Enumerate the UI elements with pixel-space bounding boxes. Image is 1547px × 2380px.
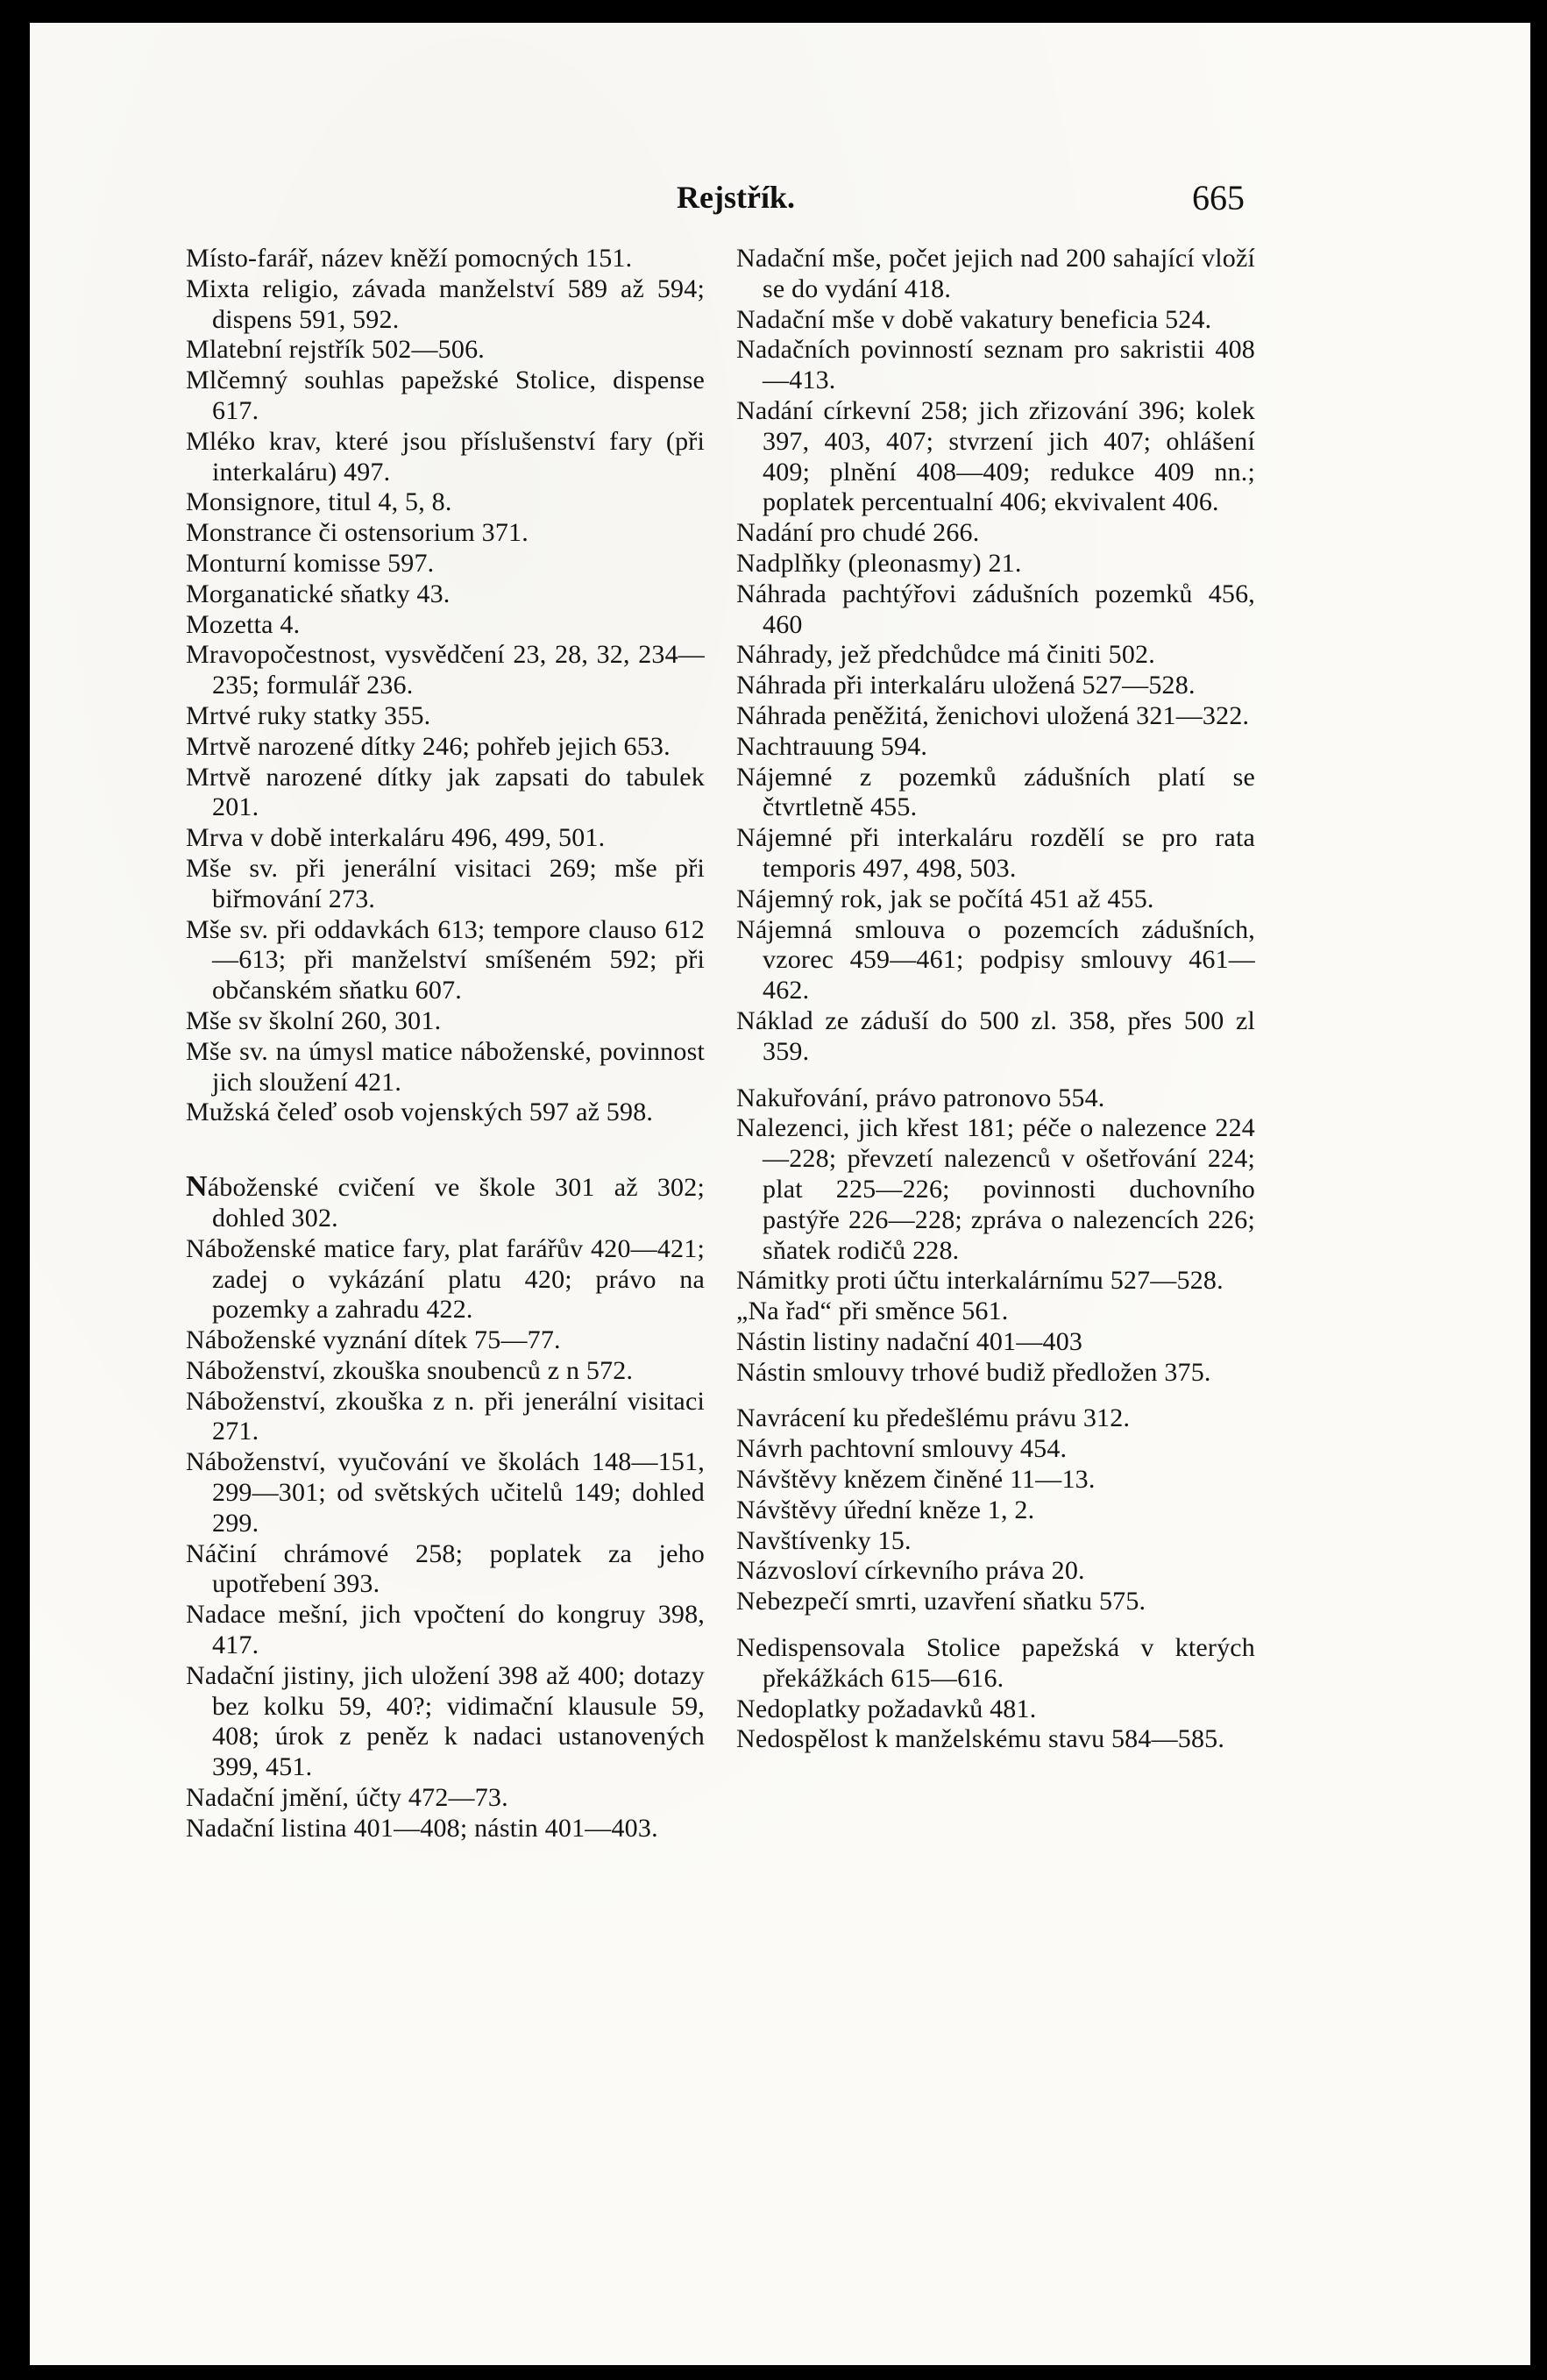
index-entry: Názvosloví církevního práva 20. bbox=[736, 1556, 1085, 1586]
index-column-right bbox=[736, 244, 1255, 1755]
block-gap bbox=[736, 1617, 1255, 1633]
running-title: Rejstřík. bbox=[677, 180, 795, 215]
index-entry: Nadační mše v době vakatury beneficia 524. bbox=[736, 304, 1212, 334]
block-gap bbox=[736, 1068, 1255, 1083]
index-entry: Nachtrauung 594. bbox=[736, 731, 928, 761]
index-entry: Nadání pro chudé 266. bbox=[736, 518, 980, 548]
index-entry bbox=[186, 1172, 705, 1234]
index-entry: Náhrada pachtýřovi zádušních pozemků 456, 460 bbox=[736, 579, 1255, 639]
index-entry: Návštěvy úřední kněze 1, 2. bbox=[736, 1495, 1035, 1524]
index-entry: Náhrady, jež předchůdce má činiti 502. bbox=[736, 640, 1155, 670]
index-group-n-part1 bbox=[736, 244, 1255, 1068]
index-entry: Místo-farář, název kněží pomocných 151. bbox=[186, 244, 633, 273]
index-entry-text: áboženské cvičení ve škole 301 až 302; dohled 302. bbox=[207, 1173, 705, 1233]
index-entry: Nedospělost k manželskému stavu 584—585. bbox=[736, 1724, 1225, 1754]
section-initial-n: N bbox=[186, 1170, 208, 1204]
index-entry: Náčiní chrámové 258; poplatek za jeho upotřebení 393. bbox=[186, 1538, 705, 1599]
index-entry: Nástin listiny nadační 401—403 bbox=[736, 1326, 1083, 1356]
index-entry: Náhrada při interkaláru uložená 527—528. bbox=[736, 671, 1196, 700]
index-column-left bbox=[186, 244, 705, 1844]
index-group-m bbox=[186, 244, 705, 1128]
index-entry: Nalezenci, jich křest 181; péče o nalezence 224—228; převzetí nalezenců v ošetřování 224; plat 225—226; povinnosti duchovního pastýře 226—228; zpráva o nalezencích 226; sňatek rodičů 228. bbox=[736, 1113, 1255, 1265]
index-entry: Mlčemný souhlas papežské Stolice, dispense 617. bbox=[186, 366, 705, 425]
index-entry: Náklad ze záduší do 500 zl. 358, přes 500 zl 359. bbox=[736, 1005, 1255, 1066]
block-gap bbox=[736, 1388, 1255, 1403]
index-entry: Monsignore, titul 4, 5, 8. bbox=[186, 487, 452, 517]
index-entry: Nakuřování, právo patronovo 554. bbox=[736, 1083, 1105, 1112]
index-entry: Nadačních povinností seznam pro sakristii 408—413. bbox=[736, 335, 1255, 395]
index-entry: Mše sv. na úmysl matice náboženské, povinnost jich sloužení 421. bbox=[186, 1036, 705, 1097]
index-entry: Návrh pachtovní smlouvy 454. bbox=[736, 1434, 1068, 1464]
index-entry: Nájemná smlouva o pozemcích zádušních, vzorec 459—461; podpisy smlouvy 461—462. bbox=[736, 914, 1255, 1005]
index-entry: Mlatební rejstřík 502—506. bbox=[186, 335, 485, 365]
index-entry: Náboženství, zkouška z n. při jenerální visitaci 271. bbox=[186, 1386, 705, 1446]
index-entry: Nájemný rok, jak se počítá 451 až 455. bbox=[736, 884, 1154, 913]
book-page bbox=[30, 23, 1530, 2365]
index-entry: Mše sv. při jenerální visitaci 269; mše při biřmování 273. bbox=[186, 853, 705, 913]
index-entry: Mrtvé ruky statky 355. bbox=[186, 700, 431, 730]
index-entry: Námitky proti účtu interkalárnímu 527—528. bbox=[736, 1266, 1224, 1296]
index-entry: Nadání církevní 258; jich zřizování 396; kolek 397, 403, 407; stvrzení jich 407; ohlášení 409; plnění 408—409; redukce 409 nn.; poplatek percentualní 406; ekvivalent 406. bbox=[736, 395, 1255, 517]
index-entry: Návštěvy knězem činěné 11—13. bbox=[736, 1465, 1096, 1495]
index-entry: Náboženské matice fary, plat farářův 420—421; zadej o vykázání platu 420; právo na pozemky a zahradu 422. bbox=[186, 1233, 705, 1325]
index-entry: Mrva v době interkaláru 496, 499, 501. bbox=[186, 823, 606, 853]
index-entry: Nadplňky (pleonasmy) 21. bbox=[736, 548, 1022, 578]
index-entry: Nájemné při interkaláru rozdělí se pro rata temporis 497, 498, 503. bbox=[736, 823, 1255, 883]
index-entry: Mozetta 4. bbox=[186, 609, 301, 639]
index-entry: „Na řad“ při směnce 561. bbox=[736, 1297, 1009, 1326]
index-entry: Mrtvě narozené dítky jak zapsati do tabulek 201. bbox=[186, 762, 705, 822]
index-entry: Mixta religio, závada manželství 589 až 594; dispens 591, 592. bbox=[186, 274, 705, 334]
index-entry: Nástin smlouvy trhové budiž předložen 375. bbox=[736, 1357, 1211, 1387]
index-entry: Nadační jmění, účty 472—73. bbox=[186, 1783, 508, 1813]
index-entry: Nadační jistiny, jich uložení 398 až 400; dotazy bez kolku 59, 40?; vidimační klausule 59, 408; úrok z peněz k nadaci ustanovených 399, 451. bbox=[186, 1660, 705, 1782]
index-entry: Mrtvě narozené dítky 246; pohřeb jejich 653. bbox=[186, 731, 671, 761]
index-entry: Nebezpečí smrti, uzavření sňatku 575. bbox=[736, 1587, 1146, 1616]
page-header bbox=[30, 179, 1530, 219]
index-entry: Náboženství, zkouška snoubenců z n 572. bbox=[186, 1355, 634, 1385]
index-entry: Nedispensovala Stolice papežská v kterých překážkách 615—616. bbox=[736, 1633, 1255, 1693]
index-group-n-part3 bbox=[736, 1403, 1255, 1617]
index-entry: Mravopočestnost, vysvědčení 23, 28, 32, 234—235; formulář 236. bbox=[186, 640, 705, 700]
index-entry: Mléko krav, které jsou příslušenství fary (při interkaláru) 497. bbox=[186, 426, 705, 487]
index-group-n-part2 bbox=[736, 1083, 1255, 1389]
index-entry: Morganatické sňatky 43. bbox=[186, 579, 451, 608]
index-entry: Navštívenky 15. bbox=[736, 1525, 912, 1555]
index-group-n bbox=[186, 1234, 705, 1844]
index-entry: Mše sv školní 260, 301. bbox=[186, 1005, 442, 1035]
index-entry: Nájemné z pozemků zádušních platí se čtvrtletně 455. bbox=[736, 762, 1255, 822]
index-entry: Nedoplatky požadavků 481. bbox=[736, 1694, 1037, 1723]
index-entry: Náhrada peněžitá, ženichovi uložená 321—322. bbox=[736, 700, 1250, 730]
index-entry: Náboženství, vyučování ve školách 148—151, 299—301; od světských učitelů 149; dohled 299. bbox=[186, 1447, 705, 1538]
index-entry: Mužská čeleď osob vojenských 597 až 598. bbox=[186, 1098, 654, 1127]
index-group-n-part4 bbox=[736, 1633, 1255, 1755]
index-entry: Náboženské vyznání dítek 75—77. bbox=[186, 1325, 561, 1355]
index-entry: Monstrance či ostensorium 371. bbox=[186, 518, 529, 548]
index-entry: Mše sv. při oddavkách 613; tempore clauso 612—613; při manželství smíšeném 592; při občanském sňatku 607. bbox=[186, 914, 705, 1005]
page-number: 665 bbox=[1192, 178, 1245, 217]
index-entry: Navrácení ku předešlému právu 312. bbox=[736, 1403, 1131, 1433]
index-entry: Nadační listina 401—408; nástin 401—403. bbox=[186, 1813, 658, 1843]
index-entry: Nadační mše, počet jejich nad 200 sahající vloží se do vydání 418. bbox=[736, 244, 1255, 303]
section-gap bbox=[186, 1128, 705, 1172]
index-entry: Nadace mešní, jich vpočtení do kongruy 398, 417. bbox=[186, 1600, 705, 1660]
index-entry: Monturní komisse 597. bbox=[186, 548, 435, 578]
